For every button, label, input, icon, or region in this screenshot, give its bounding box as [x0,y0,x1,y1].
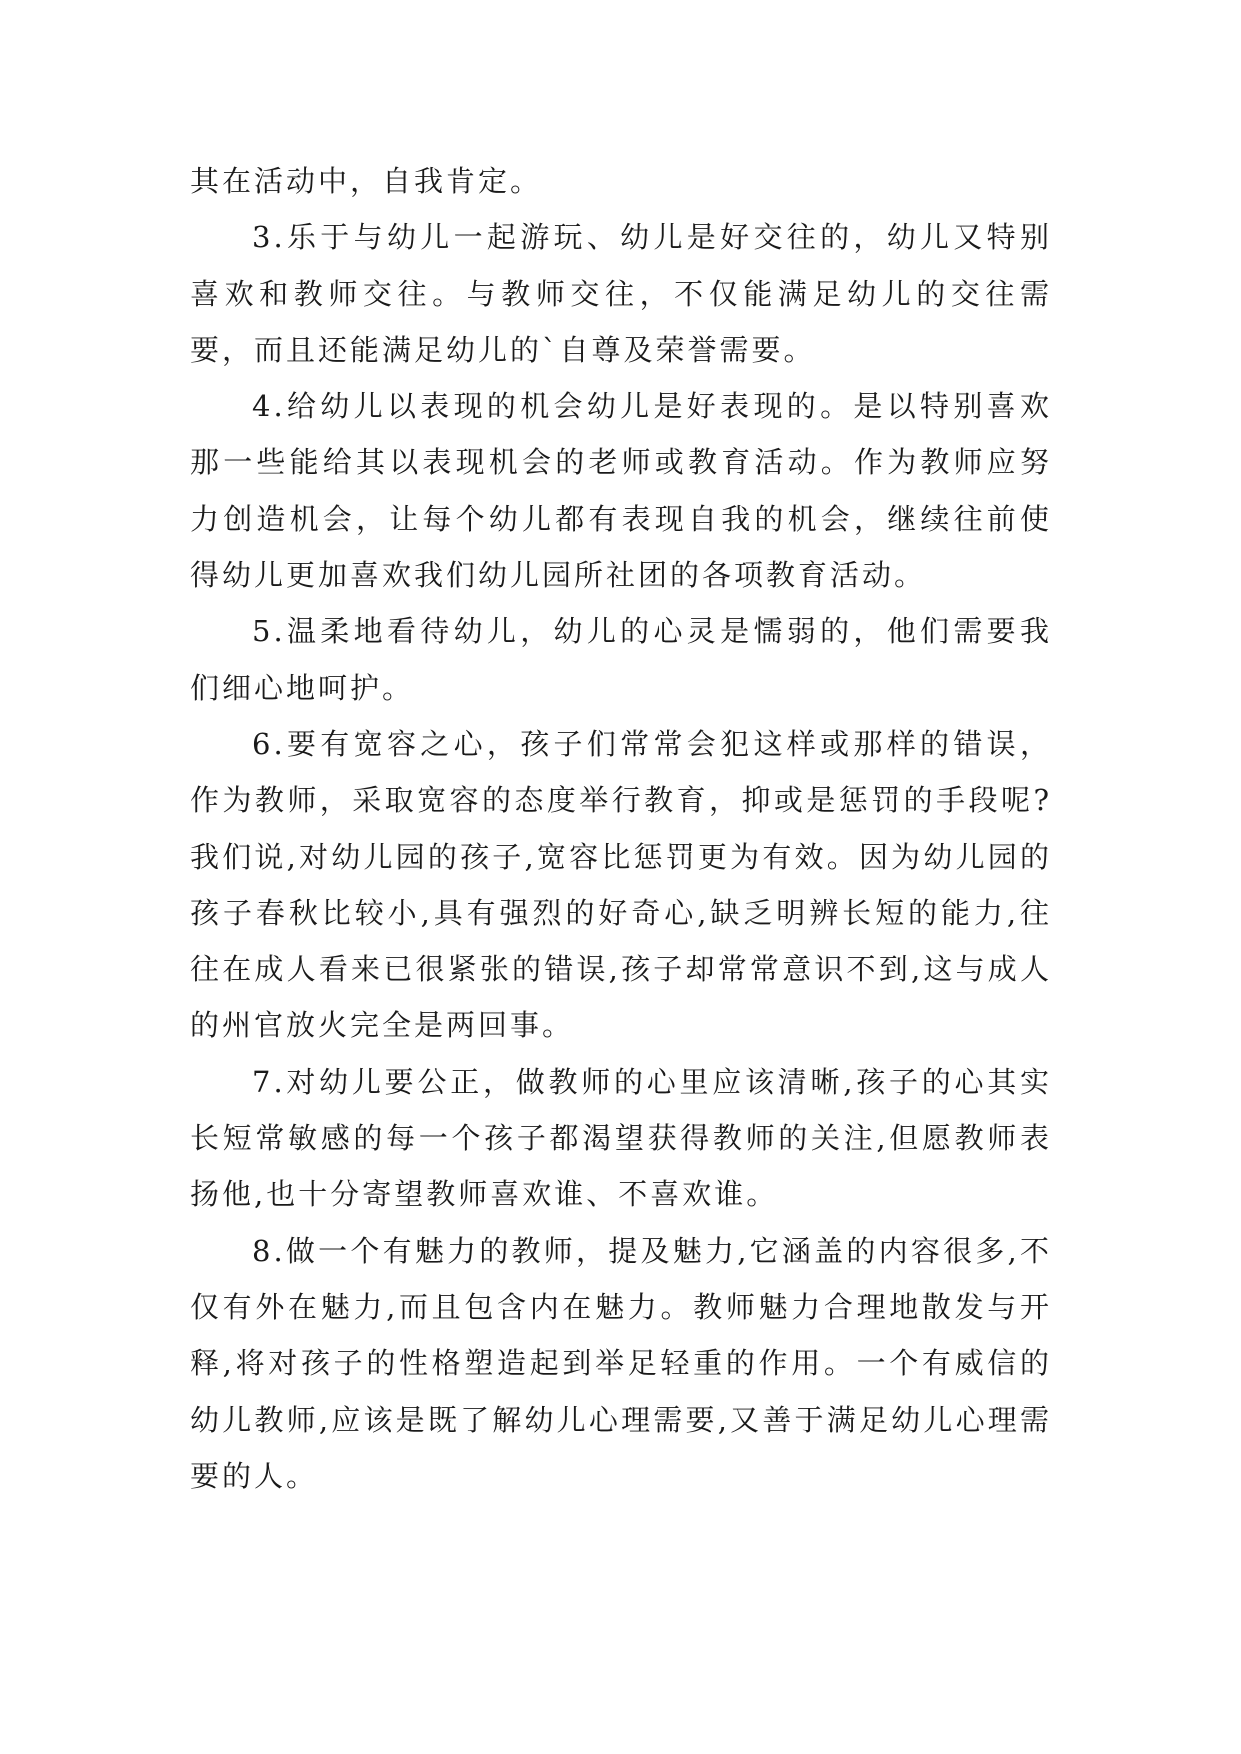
paragraph-continuation: 其在活动中，自我肯定。 [190,164,543,198]
paragraph-item-8: 8.做一个有魅力的教师，提及魅力,它涵盖的内容很多,不仅有外在魅力,而且包含内在魅力。教师魅力合理地散发与开释,将对孩子的性格塑造起到举足轻重的作用。一个有威信的幼儿教师,应该是既了解幼儿心理需要,又善于满足幼儿心理需要的人。 [190,1233,1052,1493]
paragraph-item-6: 6.要有宽容之心，孩子们常常会犯这样或那样的错误，作为教师，采取宽容的态度举行教育，抑或是惩罚的手段呢?我们说,对幼儿园的孩子,宽容比惩罚更为有效。因为幼儿园的孩子春秋比较小,具有强烈的好奇心,缺乏明辨长短的能力,往往在成人看来已很紧张的错误,孩子却常常意识不到,这与成人的州官放火完全是两回事。 [190,726,1052,1043]
paragraph-item-3: 3.乐于与幼儿一起游玩、幼儿是好交往的，幼儿又特别喜欢和教师交往。与教师交往，不仅能满足幼儿的交往需要，而且还能满足幼儿的`自尊及荣誉需要。 [190,220,1052,367]
document-body [190,153,1052,1504]
paragraph-item-4: 4.给幼儿以表现的机会幼儿是好表现的。是以特别喜欢那一些能给其以表现机会的老师或教育活动。作为教师应努力创造机会，让每个幼儿都有表现自我的机会，继续往前使得幼儿更加喜欢我们幼儿园所社团的各项教育活动。 [190,389,1052,593]
paragraph-item-7: 7.对幼儿要公正，做教师的心里应该清晰,孩子的心其实长短常敏感的每一个孩子都渴望获得教师的关注,但愿教师表扬他,也十分寄望教师喜欢谁、不喜欢谁。 [190,1064,1052,1212]
paragraph-item-5: 5.温柔地看待幼儿，幼儿的心灵是懦弱的，他们需要我们细心地呵护。 [190,614,1052,705]
